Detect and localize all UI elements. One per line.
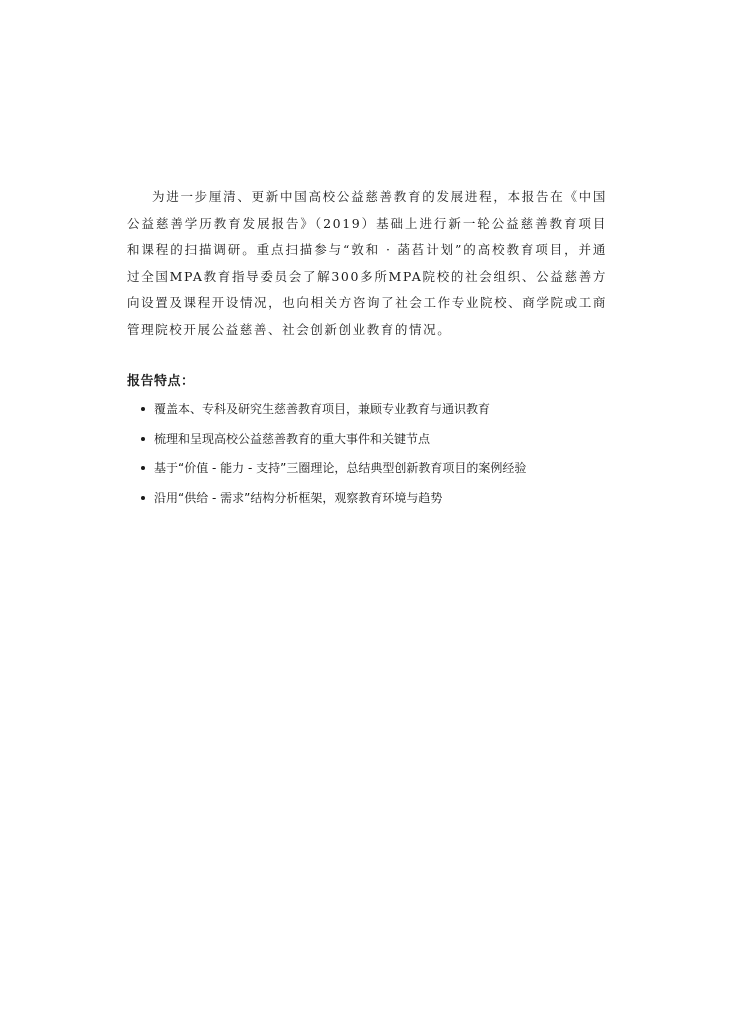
bullet-icon xyxy=(141,437,145,441)
list-item xyxy=(127,458,607,488)
list-item-text: 基于“价值 - 能力 - 支持”三圈理论，总结典型创新教育项目的案例经验 xyxy=(154,461,527,475)
list-item xyxy=(127,399,607,429)
list-item-text: 梳理和呈现高校公益慈善教育的重大事件和关键节点 xyxy=(154,431,431,446)
list-item xyxy=(127,488,607,518)
list-item-text: 覆盖本、专科及研究生慈善教育项目，兼顾专业教育与通识教育 xyxy=(154,402,491,416)
bullet-icon xyxy=(141,496,145,500)
list-item xyxy=(127,429,607,459)
list-item-text: 沿用“供给 - 需求”结构分析框架，观察教育环境与趋势 xyxy=(154,490,443,505)
features-list xyxy=(127,399,607,517)
features-heading: 报告特点： xyxy=(127,374,195,389)
bullet-icon xyxy=(141,466,145,470)
bullet-icon xyxy=(141,407,145,411)
intro-paragraph: 为进一步厘清、更新中国高校公益慈善教育的发展进程，本报告在《中国公益慈善学历教育发展报告》（2019）基础上进行新一轮公益慈善教育项目和课程的扫描调研。重点扫描参与“敦和 · 菡萏计划”的高校教育项目，并通过全国MPA教育指导委员会了解300多所MPA院校的社会组织、公益慈善方向设置及课程开设情况，也向相关方咨询了社会工作专业院校、商学院或工商管理院校开展公益慈善、社会创新创业教育的情况。 xyxy=(127,189,607,337)
